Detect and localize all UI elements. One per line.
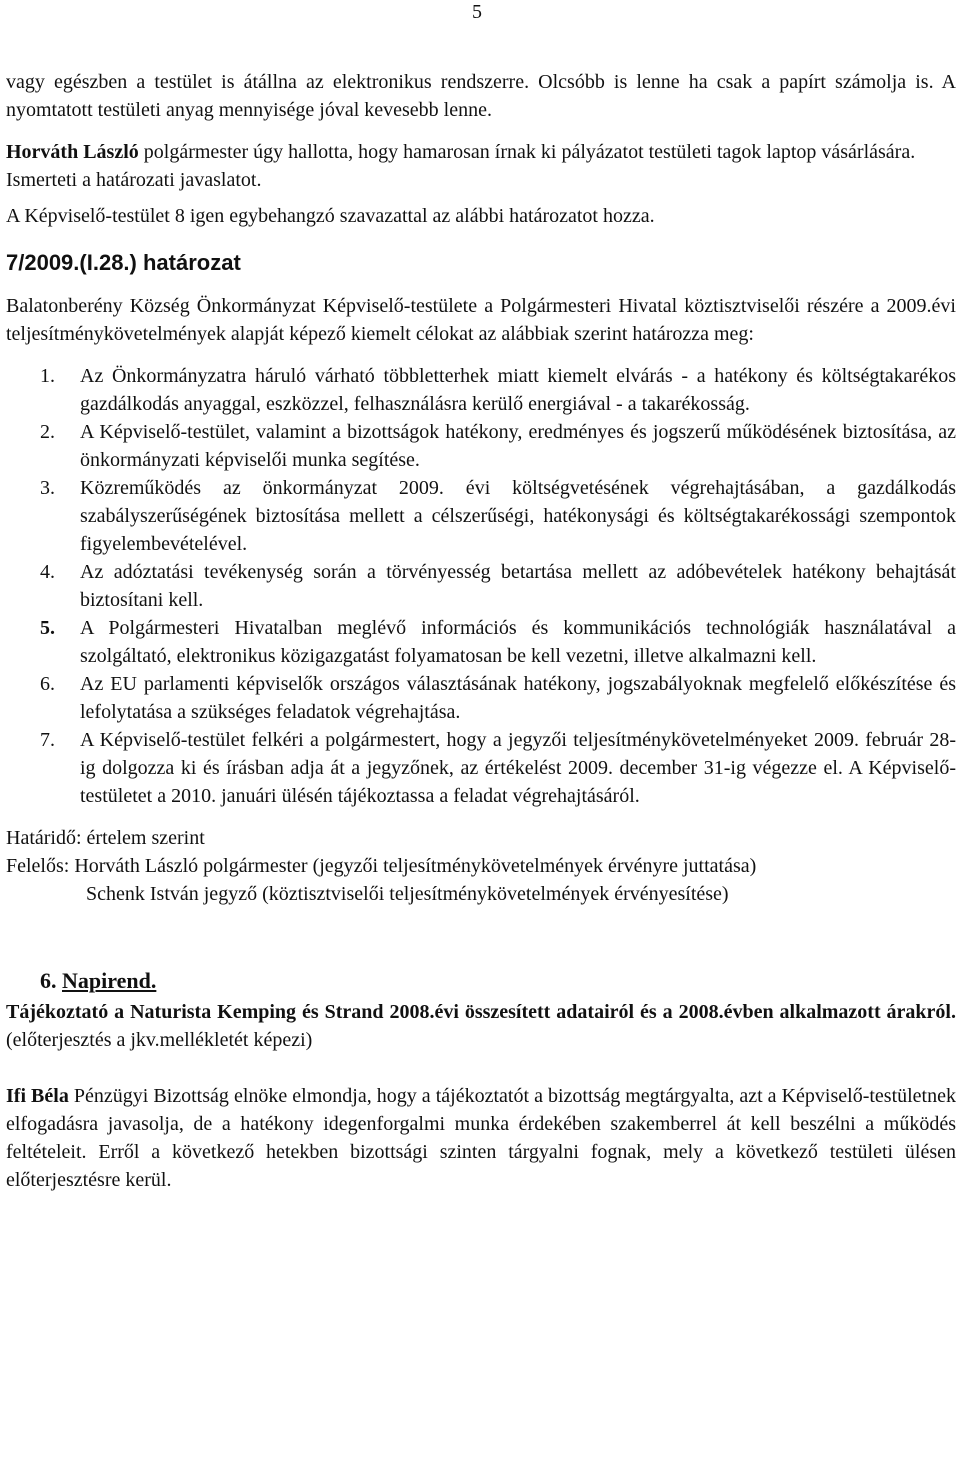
speaker-text: Pénzügyi Bizottság elnöke elmondja, hogy a tájékoztatót a bizottság megtárgyalta, azt a Képviselő-testületnek elfogadásra javasolja, de a hatékony idegenforgalmi munka érdekében szakemberrel át kell beszélni a működés feltételeit. Erről a következő hetekben bizottsági szinten tárgyalni fognak, mely a következő testületi ülésen előterjesztésre kerül. xyxy=(6,1085,956,1191)
paragraph-laptop-text: polgármester úgy hallotta, hogy hamarosan írnak ki pályázatot testületi tagok laptop vásárlására. xyxy=(138,141,916,163)
decision-items xyxy=(6,362,956,810)
list-item-number: 6. xyxy=(40,673,55,695)
mayor-name: Horváth László xyxy=(6,141,139,163)
list-item xyxy=(6,362,956,418)
agenda-heading xyxy=(6,966,956,996)
responsible-notary: Schenk István jegyző (köztisztviselői teljesítménykövetelmények érvényesítése) xyxy=(86,883,729,905)
responsible-mayor: Felelős: Horváth László polgármester (jegyzői teljesítménykövetelmények érvényre juttatása) xyxy=(6,855,757,877)
list-item-text: Közreműködés az önkormányzat 2009. évi költségvetésének végrehajtásában, a gazdálkodás szabályszerűségének biztosítása mellett a célszerűségi, hatékonysági és költségtakarékossági szempontok figyelembevételével. xyxy=(80,477,956,555)
deadline: Határidő: értelem szerint xyxy=(6,827,205,849)
list-item-number: 7. xyxy=(40,729,55,751)
list-item-number: 2. xyxy=(40,421,55,443)
list-item xyxy=(6,474,956,558)
list-item-number: 5. xyxy=(40,617,55,639)
agenda-subject-note: (előterjesztés a jkv.mellékletét képezi) xyxy=(6,1029,313,1051)
list-item-text: A Képviselő-testület felkéri a polgármestert, hogy a jegyzői teljesítménykövetelményeket 2009. február 28-ig dolgozza ki és írásban adja át a jegyzőnek, az értékelést 2009. december 31-ig végezze el. A Képviselő-testületet a 2010. januári ülésén tájékoztassa a feladat végrehajtásáról. xyxy=(80,729,956,807)
list-item xyxy=(6,726,956,810)
list-item xyxy=(6,418,956,474)
list-item-number: 1. xyxy=(40,365,55,387)
paragraph-electronic-system: vagy egészben a testület is átállna az elektronikus rendszerre. Olcsóbb is lenne ha csak a papírt számolja is. A nyomtatott testületi anyag mennyisége jóval kevesebb lenne. xyxy=(6,71,956,121)
agenda-subject xyxy=(6,998,956,1054)
paragraph-laptop xyxy=(6,138,956,166)
paragraph-vote: A Képviselő-testület 8 igen egybehangzó szavazattal az alábbi határozatot hozza. xyxy=(6,205,655,227)
list-item-text: A Képviselő-testület, valamint a bizottságok hatékony, eredményes és jogszerű működésének biztosítása, az önkormányzati képviselői munka segítése. xyxy=(80,421,956,471)
page-number: 5 xyxy=(472,1,482,23)
list-item-text: A Polgármesteri Hivatalban meglévő információs és kommunikációs technológiák használatával a szolgáltató, elektronikus közigazgatást folyamatosan be kell vezetni, illetve alkalmazni kell. xyxy=(80,617,956,667)
list-item xyxy=(6,670,956,726)
decision-intro: Balatonberény Község Önkormányzat Képviselő-testülete a Polgármesteri Hivatal köztisztviselői részére a 2009.évi teljesítménykövetelmények alapját képező kiemelt célokat az alábbiak szerint határozza meg: xyxy=(6,295,956,345)
document-body xyxy=(6,68,956,1194)
list-item xyxy=(6,614,956,670)
list-item-text: Az EU parlamenti képviselők országos választásának hatékony, jogszabályoknak megfelelő előkészítése és lefolytatása a szükséges feladatok végrehajtása. xyxy=(80,673,956,723)
list-item-number: 4. xyxy=(40,561,55,583)
agenda-title: Napirend. xyxy=(62,968,157,993)
agenda-number: 6. xyxy=(40,968,57,993)
speaker-name: Ifi Béla xyxy=(6,1085,69,1107)
list-item-text: Az Önkormányzatra háruló várható többletterhek miatt kiemelt elvárás - a hatékony és költségtakarékos gazdálkodás anyaggal, eszközzel, felhasználásra kerülő energiával - a takarékosság. xyxy=(80,365,956,415)
list-item-number: 3. xyxy=(40,477,55,499)
paragraph-proposal: Ismerteti a határozati javaslatot. xyxy=(6,169,262,191)
list-item xyxy=(6,558,956,614)
speaker-paragraph xyxy=(6,1082,956,1194)
decision-title: 7/2009.(I.28.) határozat xyxy=(6,250,241,275)
list-item-text: Az adóztatási tevékenység során a törvényesség betartása mellett az adóbevételek hatékony behajtását biztosítani kell. xyxy=(80,561,956,611)
agenda-subject-bold: Tájékoztató a Naturista Kemping és Strand 2008.évi összesített adatairól és a 2008.évben alkalmazott árakról. xyxy=(6,1001,956,1023)
